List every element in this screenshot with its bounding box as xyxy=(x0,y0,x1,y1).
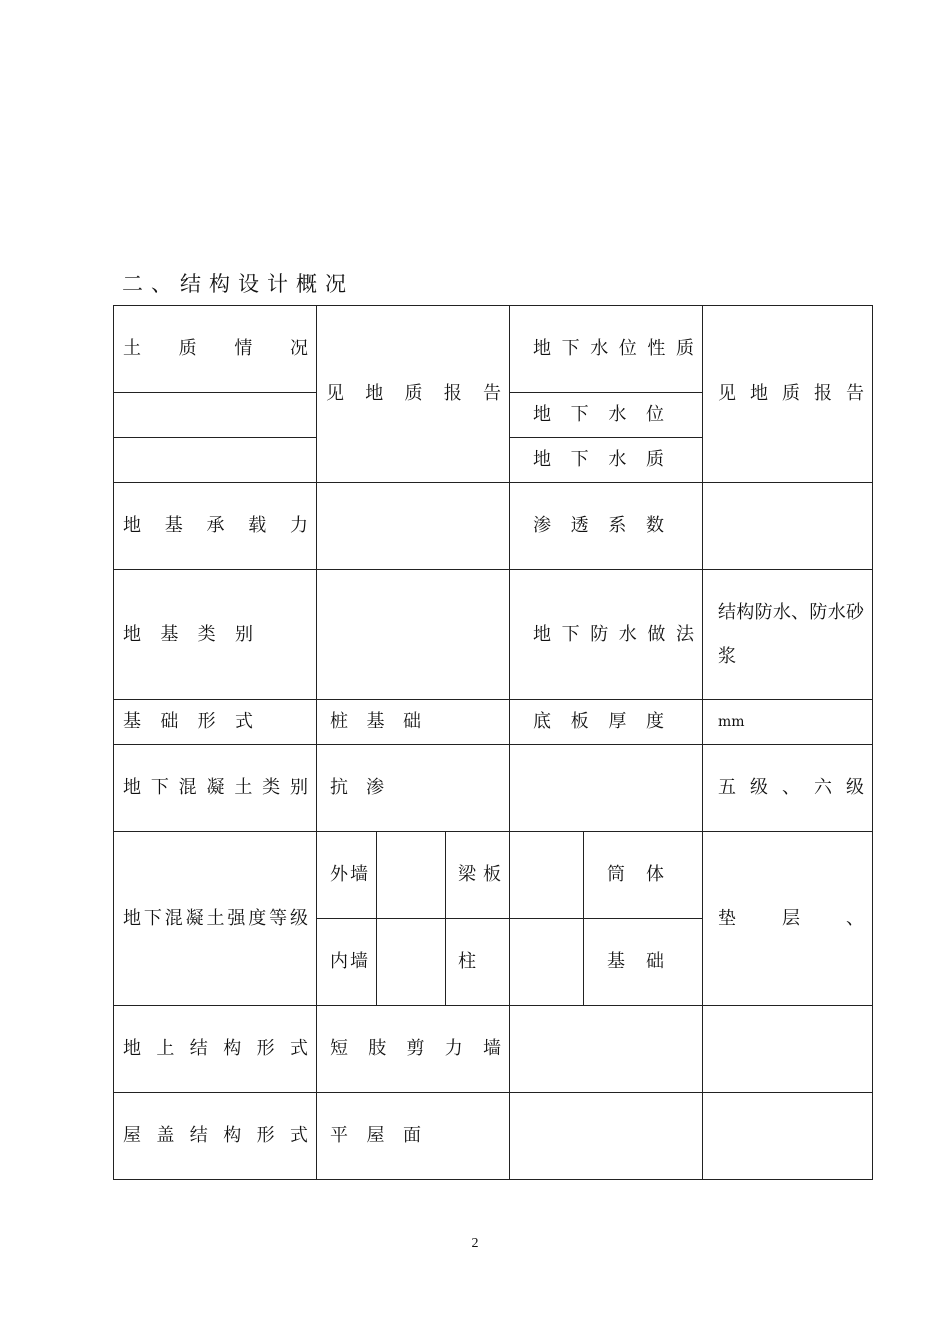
concrete-grade-value: 五级、六级 xyxy=(703,745,873,832)
concrete-type-empty xyxy=(510,745,703,832)
page-number: 2 xyxy=(471,1236,479,1251)
groundwater-value: 见地质报告 xyxy=(703,306,873,483)
structure-design-table xyxy=(113,305,873,1180)
soil-condition-label: 土质情况 xyxy=(114,306,317,393)
foundation-label: 基础 xyxy=(584,919,703,1006)
above-ground-structure-empty xyxy=(510,1006,703,1093)
roof-structure-value: 平屋面 xyxy=(317,1093,510,1180)
concrete-strength-label: 地下混凝土强度等级 xyxy=(114,832,317,1006)
groundwater-quality-label: 地下水质 xyxy=(510,438,703,483)
section-heading: 二、结构设计概况 xyxy=(122,272,354,296)
waterproofing-method-value: 结构防水、防水砂浆 xyxy=(703,570,873,700)
seepage-coefficient-value xyxy=(703,483,873,570)
soil-condition-value: 见地质报告 xyxy=(317,306,510,483)
outer-wall-value xyxy=(377,832,446,919)
inner-wall-value xyxy=(377,919,446,1006)
slab-thickness-unit: mm xyxy=(703,700,873,745)
slab-thickness-label: 底板厚度 xyxy=(510,700,703,745)
outer-wall-label: 外墙 xyxy=(317,832,377,919)
above-ground-structure-label: 地上结构形式 xyxy=(114,1006,317,1093)
roof-structure-empty-2 xyxy=(703,1093,873,1180)
base-form-value: 桩基础 xyxy=(317,700,510,745)
column-value xyxy=(510,919,584,1006)
base-form-label: 基础形式 xyxy=(114,700,317,745)
above-ground-structure-value: 短肢剪力墙 xyxy=(317,1006,510,1093)
groundwater-nature-label: 地下水位性质 xyxy=(510,306,703,393)
beam-slab-value xyxy=(510,832,584,919)
seepage-coefficient-label: 渗透系数 xyxy=(510,483,703,570)
inner-wall-label: 内墙 xyxy=(317,919,377,1006)
roof-structure-label: 屋盖结构形式 xyxy=(114,1093,317,1180)
foundation-category-value xyxy=(317,570,510,700)
above-ground-structure-empty-2 xyxy=(703,1006,873,1093)
bearing-capacity-label: 地基承载力 xyxy=(114,483,317,570)
bearing-capacity-value xyxy=(317,483,510,570)
roof-structure-empty xyxy=(510,1093,703,1180)
groundwater-level-label: 地下水位 xyxy=(510,393,703,438)
empty-cell xyxy=(114,438,317,483)
empty-cell xyxy=(114,393,317,438)
concrete-type-label: 地下混凝土类别 xyxy=(114,745,317,832)
foundation-category-label: 地基类别 xyxy=(114,570,317,700)
concrete-type-value: 抗渗 xyxy=(317,745,510,832)
cushion-label: 垫层、 xyxy=(703,832,873,1006)
beam-slab-label: 梁板 xyxy=(446,832,510,919)
waterproofing-method-label: 地下防水做法 xyxy=(510,570,703,700)
tube-label: 筒体 xyxy=(584,832,703,919)
column-label: 柱 xyxy=(446,919,510,1006)
